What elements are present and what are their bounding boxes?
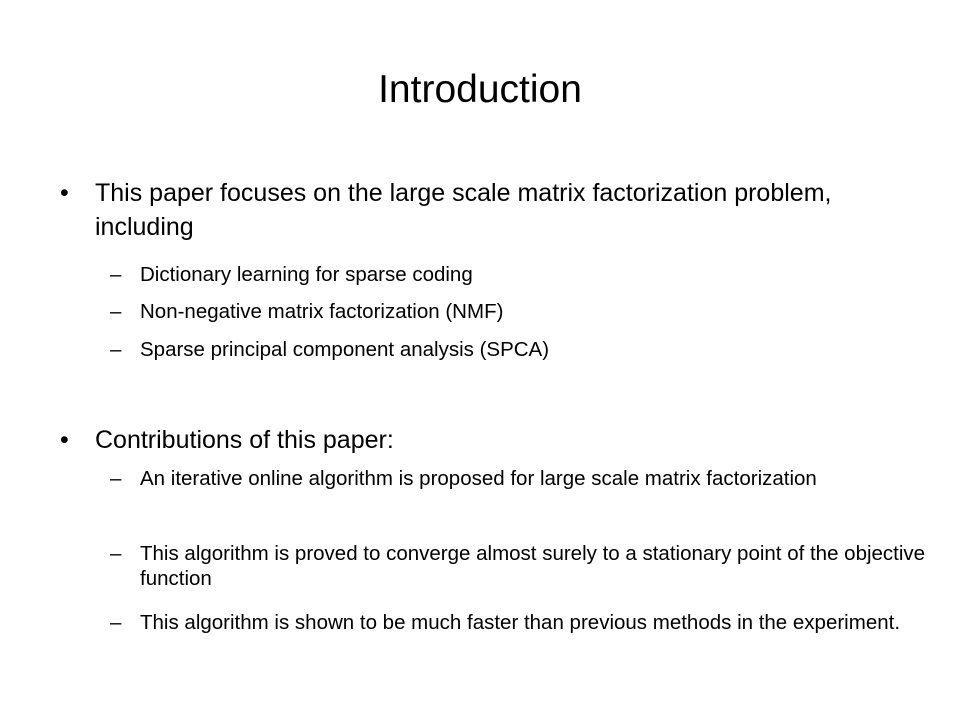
sub-item (110, 299, 930, 324)
sub-item (110, 466, 930, 491)
bullet-icon: • (60, 426, 69, 454)
bullet-icon: • (60, 179, 69, 207)
bullet-text: Contributions of this paper: (95, 426, 394, 454)
sub-item-text: This algorithm is shown to be much faster than previous methods in the experiment. (140, 611, 901, 634)
sub-item-text: This algorithm is proved to converge almost surely to a stationary point of the objective function (140, 542, 926, 590)
sub-item-text: An iterative online algorithm is proposed for large scale matrix factorization (140, 467, 817, 490)
bullet-item (60, 176, 925, 244)
dash-icon: – (110, 467, 122, 490)
sub-item-text: Dictionary learning for sparse coding (140, 263, 473, 286)
sub-item (110, 610, 930, 635)
sub-item-text: Sparse principal component analysis (SPCA) (140, 338, 550, 361)
dash-icon: – (110, 542, 122, 565)
sub-item-text: Non-negative matrix factorization (NMF) (140, 300, 504, 323)
sub-item (110, 541, 930, 591)
dash-icon: – (110, 338, 122, 361)
bullet-text: This paper focuses on the large scale matrix factorization problem, including (95, 179, 832, 241)
dash-icon: – (110, 611, 122, 634)
bullet-item (60, 423, 925, 457)
sub-item (110, 262, 930, 287)
sub-item (110, 337, 930, 362)
dash-icon: – (110, 263, 122, 286)
dash-icon: – (110, 300, 122, 323)
slide-title: Introduction (378, 68, 582, 111)
